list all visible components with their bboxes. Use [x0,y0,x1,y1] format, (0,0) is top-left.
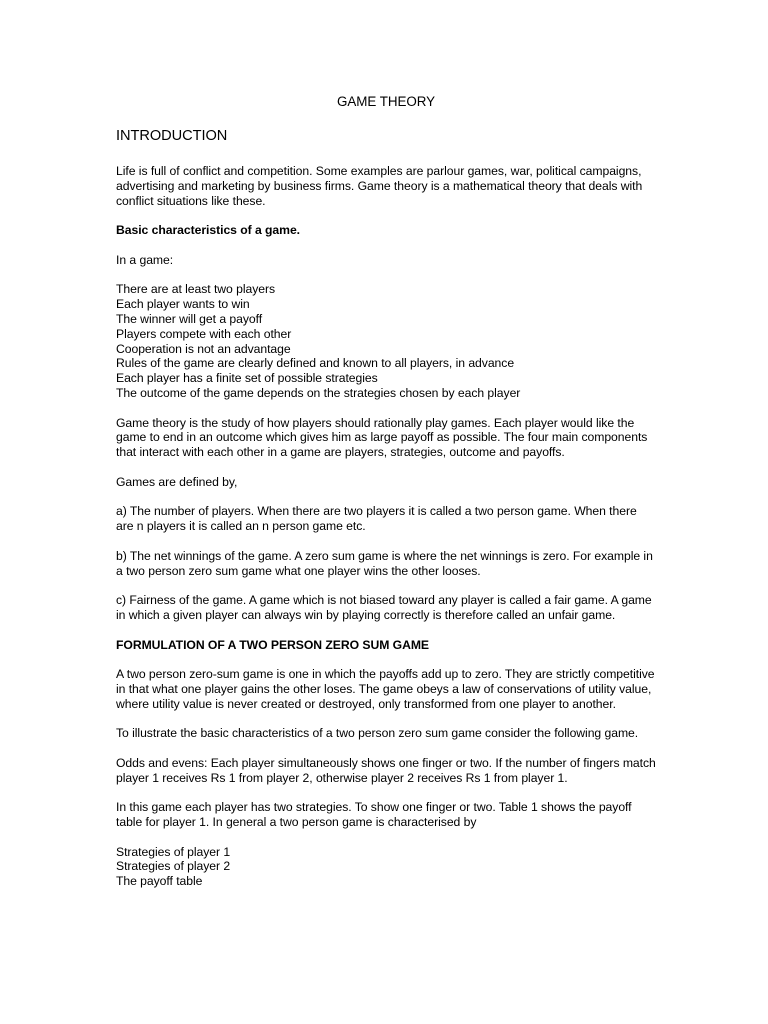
introduction-heading: INTRODUCTION [116,128,228,144]
list-item: There are at least two players [116,282,276,297]
list-item: Strategies of player 1 [116,844,231,859]
list-item: Each player has a finite set of possible strategies [116,371,378,386]
list-item: The winner will get a payoff [116,311,263,326]
document-title: GAME THEORY [337,94,435,109]
odds-evens-paragraph: Odds and evens: Each player simultaneously shows one finger or two. If the number of fingers match player 1 receives Rs 1 from player 2, otherwise player 2 receives Rs 1 from player 1. [116,755,656,785]
list-item: Each player wants to win [116,297,250,312]
defined-by-text: Games are defined by, [116,474,238,489]
list-item: The outcome of the game depends on the strategies chosen by each player [116,385,521,400]
list-item: Strategies of player 2 [116,859,231,874]
strategies-paragraph: In this game each player has two strategies. To show one finger or two. Table 1 shows the payoff table for player 1. In general a two person game is characterised by [116,800,632,830]
formulation-paragraph: A two person zero-sum game is one in which the payoffs add up to zero. They are strictly competitive in that what one player gains the other loses. The game obeys a law of conservations of utility value, where utility value is never created or destroyed, only transformed from one player to another. [116,667,655,711]
basic-characteristics-heading: Basic characteristics of a game. [116,223,301,238]
definition-c: c) Fairness of the game. A game which is not biased toward any player is called a fair game. A game in which a given player can always win by playing correctly is therefore called an unfair game. [116,593,652,622]
definition-b: b) The net winnings of the game. A zero sum game is where the net winnings is zero. For example in a two person zero sum game what one player wins the other looses. [116,548,653,578]
list-item: Rules of the game are clearly defined and known to all players, in advance [116,356,515,371]
study-paragraph: Game theory is the study of how players should rationally play games. Each player would like the game to end in an outcome which gives him as large payoff as possible. The four main components that interact with each other in a game are players, strategies, outcome and payoffs. [116,415,648,460]
in-a-game-text: In a game: [116,252,174,267]
characterised-by-list [116,845,656,889]
intro-paragraph: Life is full of conflict and competition. Some examples are parlour games, war, political campaigns, advertising and marketing by business firms. Game theory is a mathematical theory that deals with conflict situations like these. [116,164,643,208]
definition-a: a) The number of players. When there are two players it is called a two person game. When there are n players it is called an n person game etc. [116,504,637,534]
list-item: Players compete with each other [116,326,292,341]
characteristics-list [116,282,656,400]
document-page [116,94,656,904]
formulation-heading: FORMULATION OF A TWO PERSON ZERO SUM GAME [116,637,430,652]
illustrate-paragraph: To illustrate the basic characteristics of a two person zero sum game consider the following game. [116,726,639,741]
list-item: The payoff table [116,874,203,889]
list-item: Cooperation is not an advantage [116,341,291,356]
